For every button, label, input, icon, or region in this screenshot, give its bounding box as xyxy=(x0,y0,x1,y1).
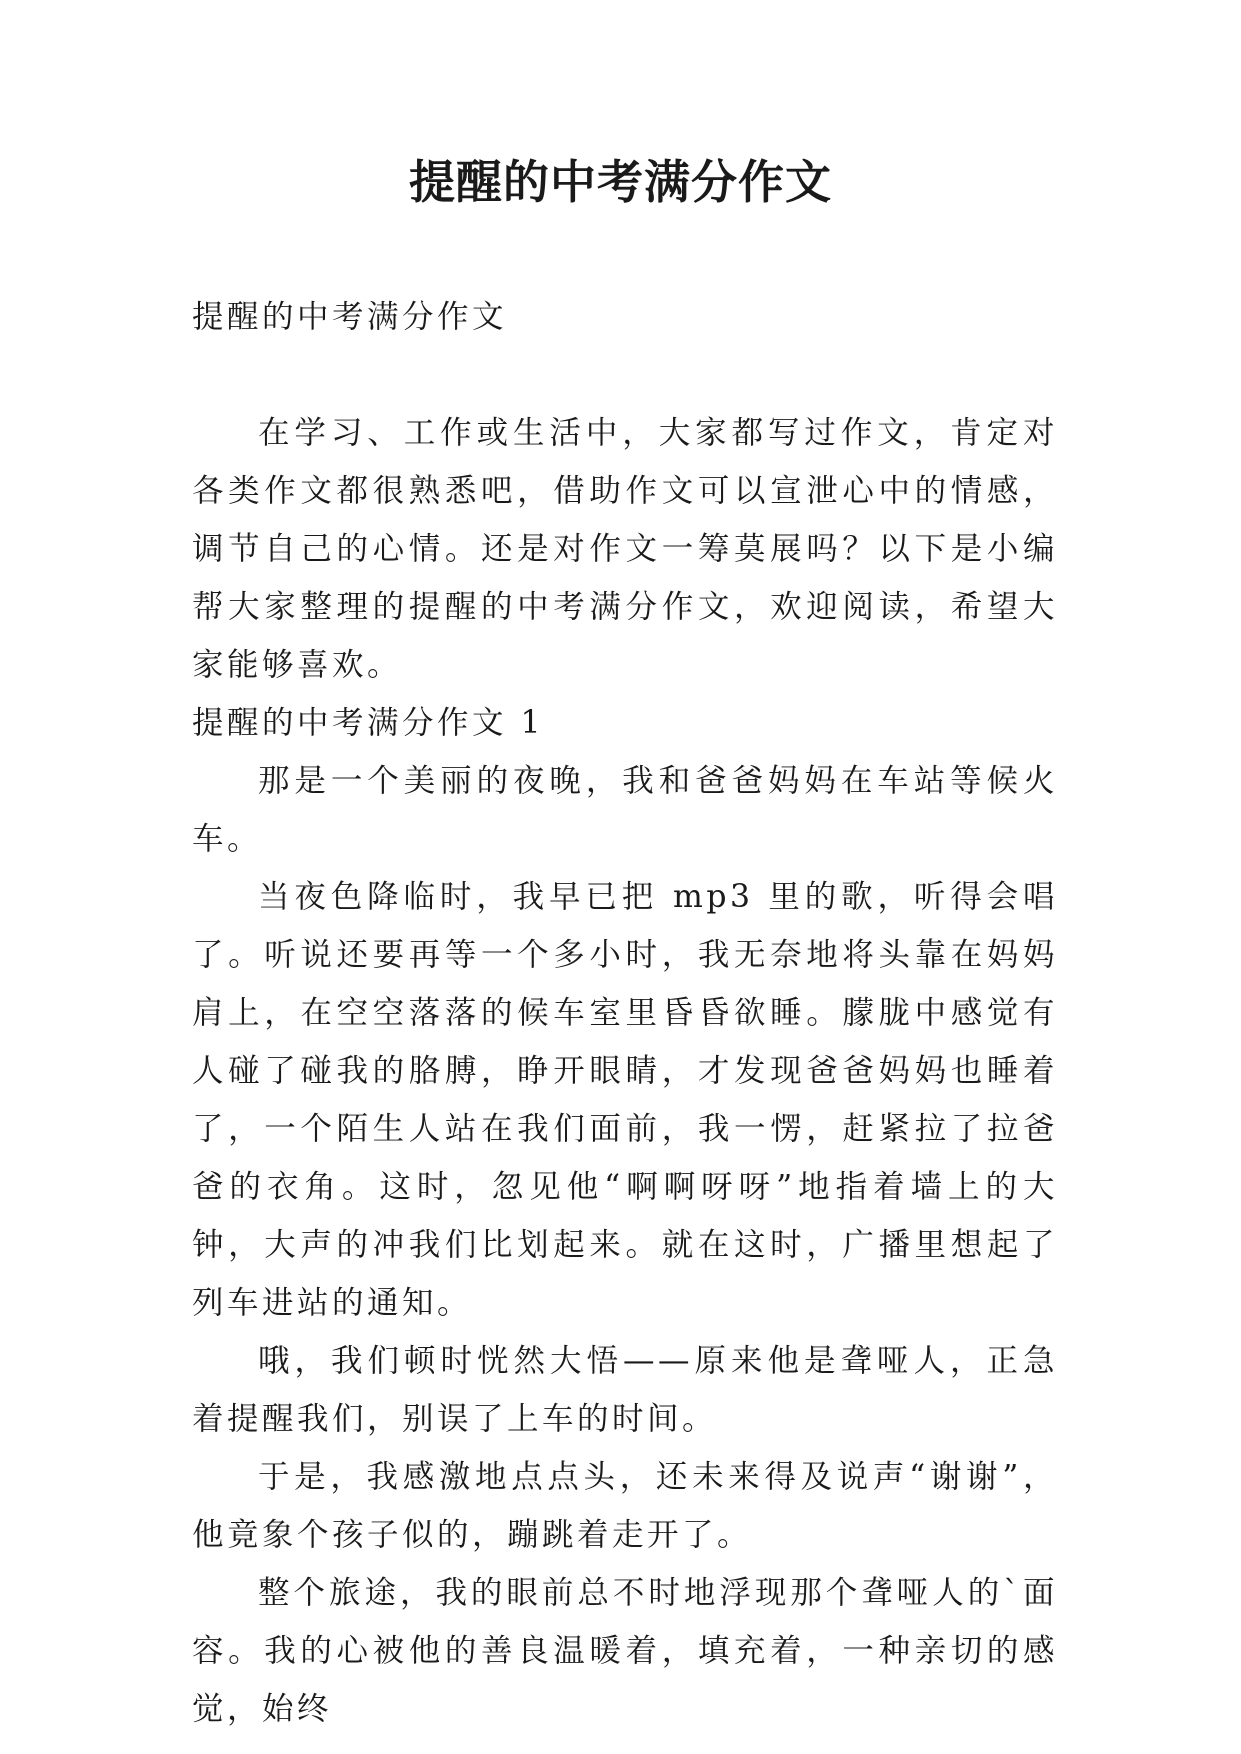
intro-paragraph: 在学习、工作或生活中，大家都写过作文，肯定对各类作文都很熟悉吧，借助作文可以宣泄心中的情感，调节自己的心情。还是对作文一筹莫展吗？以下是小编帮大家整理的提醒的中考满分作文，欢迎阅读，希望大家能够喜欢。 xyxy=(192,415,1058,683)
essay-paragraph: 当夜色降临时，我早已把 mp3 里的歌，听得会唱了。听说还要再等一个多小时，我无奈地将头靠在妈妈肩上，在空空落落的候车室里昏昏欲睡。朦胧中感觉有人碰了碰我的胳膊，睁开眼睛，才发现爸爸妈妈也睡着了，一个陌生人站在我们面前，我一愣，赶紧拉了拉爸爸的衣角。这时，忽见他“啊啊呀呀”地指着墙上的大钟，大声的冲我们比划起来。就在这时，广播里想起了列车进站的通知。 xyxy=(192,879,1058,1321)
section-heading: 提醒的中考满分作文 1 xyxy=(192,705,545,741)
intro-section xyxy=(192,404,1058,694)
essay-paragraph: 那是一个美丽的夜晚，我和爸爸妈妈在车站等候火车。 xyxy=(192,763,1058,857)
essay-body xyxy=(192,752,1058,1738)
essay-paragraph: 整个旅途，我的眼前总不时地浮现那个聋哑人的`面容。我的心被他的善良温暖着，填充着，一种亲切的感觉，始终 xyxy=(192,1575,1058,1727)
essay-paragraph: 哦，我们顿时恍然大悟——原来他是聋哑人，正急着提醒我们，别误了上车的时间。 xyxy=(192,1343,1058,1437)
document-title: 提醒的中考满分作文 xyxy=(409,155,832,209)
essay-paragraph: 于是，我感激地点点头，还未来得及说声“谢谢”，他竟象个孩子似的，蹦跳着走开了。 xyxy=(192,1459,1058,1553)
document-subtitle: 提醒的中考满分作文 xyxy=(192,299,508,335)
